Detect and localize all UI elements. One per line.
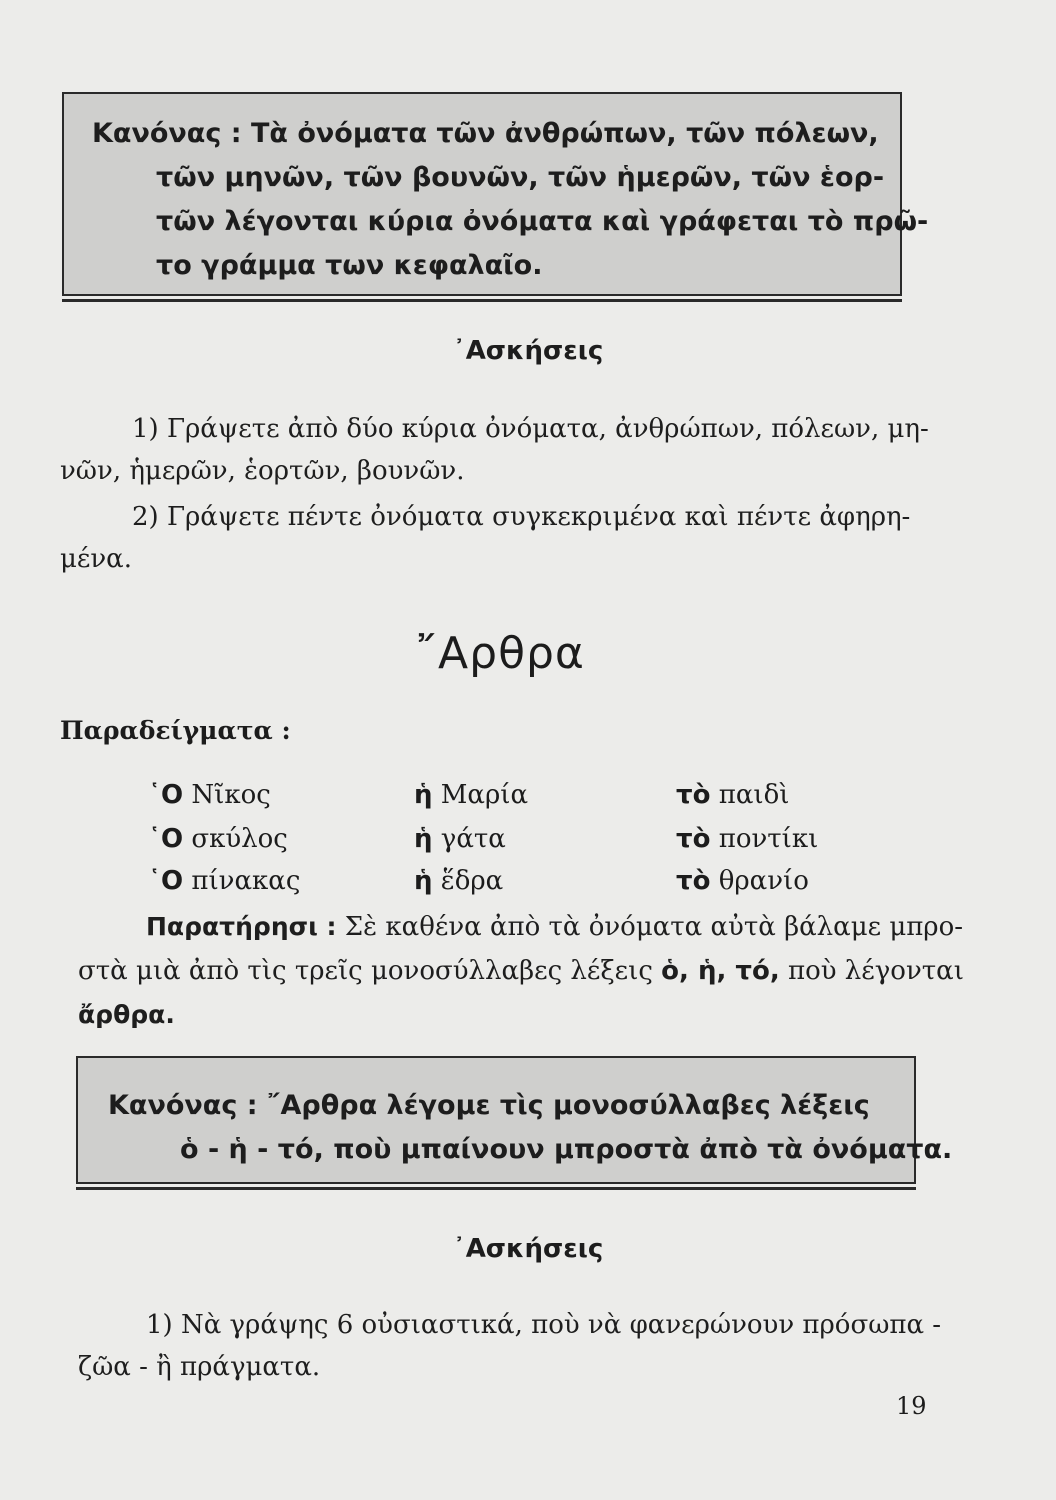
rule-line-1 — [92, 112, 879, 156]
exercise-3-line-1: 1) Νὰ γράψης 6 οὐσιαστικά, ποὺ νὰ φανερώνουν πρόσωπα - — [146, 1310, 942, 1340]
page-number: 19 — [896, 1392, 927, 1420]
example-neuter-1 — [676, 780, 789, 810]
note-text: στὰ μιὰ ἀπὸ τὶς τρεῖς μονοσύλλαβες λέξεις — [78, 956, 653, 986]
noun: παιδὶ — [718, 780, 790, 810]
noun: Μαρία — [440, 780, 528, 810]
examples-label: Παραδείγματα : — [60, 716, 291, 745]
example-masculine-2 — [148, 824, 288, 854]
article: τὸ — [676, 866, 711, 896]
example-neuter-3 — [676, 866, 809, 896]
exercises-heading-1: ᾿Ασκήσεις — [452, 336, 604, 366]
rule-line-1 — [108, 1084, 894, 1128]
rule-line-3: τῶν λέγονται κύρια ὀνόματα καὶ γράφεται τὸ πρῶ- — [156, 206, 929, 237]
rule-box-articles — [76, 1056, 953, 1184]
article: ἡ — [414, 866, 433, 896]
rule-label: Κανόνας : — [92, 118, 242, 149]
noun: ἕδρα — [440, 866, 504, 896]
exercise-2-line-1: 2) Γράψετε πέντε ὀνόματα συγκεκριμένα καὶ πέντε ἀφηρη- — [132, 502, 911, 532]
note-line-3: ἄρθρα. — [78, 1000, 175, 1029]
example-neuter-2 — [676, 824, 818, 854]
exercise-1-line-1: 1) Γράψετε ἀπὸ δύο κύρια ὀνόματα, ἀνθρώπων, πόλεων, μη- — [132, 414, 929, 444]
example-masculine-1 — [148, 780, 271, 810]
noun: γάτα — [440, 824, 506, 854]
exercise-2-line-2: μένα. — [60, 544, 132, 574]
article: ῾Ο — [148, 780, 184, 810]
article: τὸ — [676, 824, 711, 854]
rule-line-2: ὁ - ἡ - τό, ποὺ μπαίνουν μπροστὰ ἀπὸ τὰ ὀνόματα. — [180, 1134, 953, 1165]
note-text: Σὲ καθένα ἀπὸ τὰ ὀνόματα αὐτὰ βάλαμε μπρο- — [344, 912, 964, 942]
section-title: ῎Αρθρα — [415, 628, 585, 679]
rule-box-proper-nouns — [62, 92, 929, 296]
example-feminine-1 — [414, 780, 528, 810]
note-line-1 — [146, 906, 963, 948]
article: ἡ — [414, 780, 433, 810]
rule-text: ῎Αρθρα λέγομε τὶς μονοσύλλαβες λέξεις — [266, 1090, 870, 1121]
note-text: ποὺ λέγονται — [788, 956, 964, 986]
example-masculine-3 — [148, 866, 300, 896]
noun: θρανίο — [718, 866, 809, 896]
rule-text: Τὰ ὀνόματα τῶν ἀνθρώπων, τῶν πόλεων, — [250, 118, 879, 149]
exercises-heading-2: ᾿Ασκήσεις — [452, 1234, 604, 1264]
noun: ποντίκι — [718, 824, 819, 854]
rule-label: Κανόνας : — [108, 1090, 258, 1121]
note-line-2 — [78, 950, 964, 992]
example-feminine-2 — [414, 824, 506, 854]
noun: Νῖκος — [191, 780, 271, 810]
article: ἡ — [414, 824, 433, 854]
rule-line-2: τῶν μηνῶν, τῶν βουνῶν, τῶν ἡμερῶν, τῶν ἑορ- — [156, 162, 885, 193]
note-label: Παρατήρησι : — [146, 912, 337, 941]
article: ῾Ο — [148, 824, 184, 854]
exercise-1-line-2: νῶν, ἡμερῶν, ἑορτῶν, βουνῶν. — [60, 456, 465, 486]
rule-line-4: το γράμμα των κεφαλαῖο. — [156, 250, 543, 281]
note-articles: ὁ, ἡ, τό, — [661, 956, 780, 986]
example-feminine-3 — [414, 866, 503, 896]
noun: σκύλος — [191, 824, 288, 854]
noun: πίνακας — [191, 866, 301, 896]
exercise-3-line-2: ζῶα - ἢ πράγματα. — [78, 1352, 321, 1382]
article: ῾Ο — [148, 866, 184, 896]
article: τὸ — [676, 780, 711, 810]
